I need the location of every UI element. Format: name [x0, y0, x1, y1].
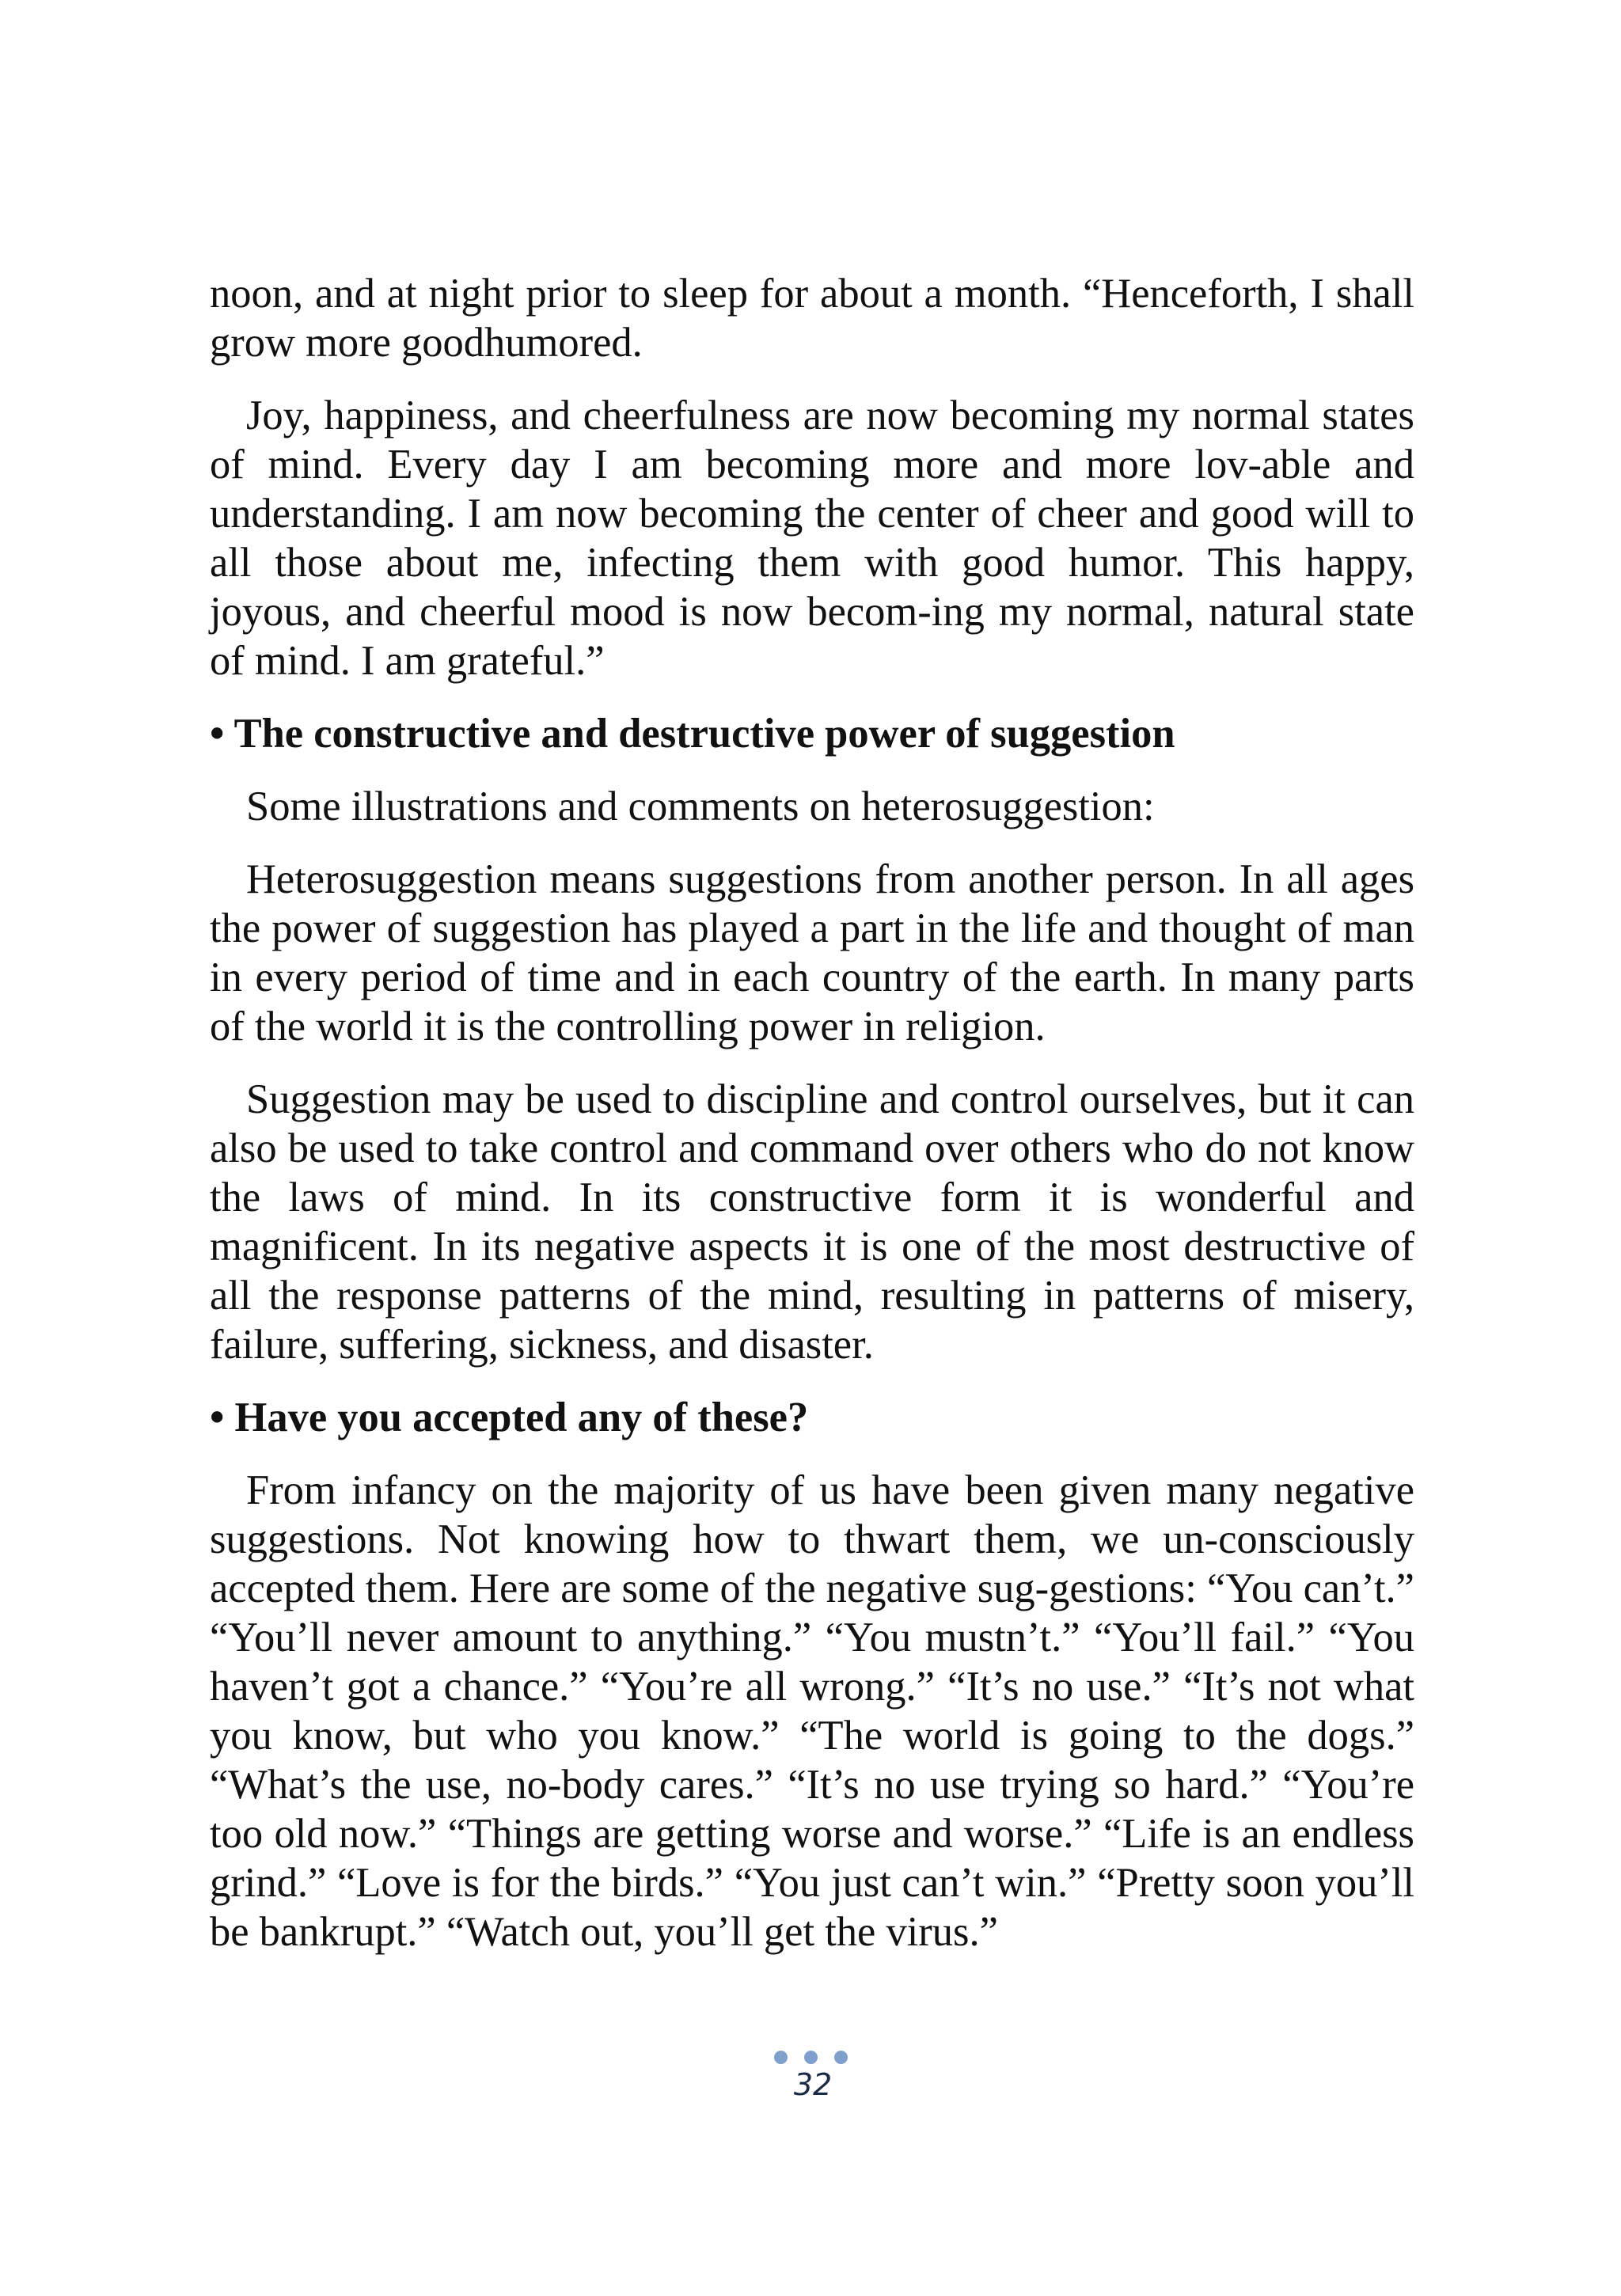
dot-icon — [804, 2051, 818, 2064]
page-body — [210, 269, 1414, 1980]
paragraph-illustrations-intro: Some illustrations and comments on heterosuggestion: — [246, 784, 1155, 829]
section-heading-suggestion-power — [210, 709, 1414, 758]
paragraph-affirmation: Joy, happiness, and cheerfulness are now becoming my normal states of mind. Every day I am becoming more and more lov-able and understanding. I am now becoming the center of cheer and good will to all those about me, infecting them with good humor. This happy, joyous, and cheerful mood is now becom-ing my normal, natural state of mind. I am grateful.” — [210, 393, 1414, 684]
dot-icon — [774, 2051, 788, 2064]
section-heading-accepted — [210, 1393, 1414, 1442]
ornament-dots — [0, 2050, 1621, 2064]
paragraph-negative-suggestions: From infancy on the majority of us have been given many negative suggestions. Not knowing how to thwart them, we un-consciously accepted them. Here are some of the negative sug-gestions: “You can’t.” “You’ll never amount to anything.” “You mustn’t.” “You’ll fail.” “You haven’t got a chance.” “You’re all wrong.” “It’s no use.” “It’s not what you know, but who you know.” “The world is going to the dogs.” “What’s the use, no-body cares.” “It’s no use trying so hard.” “You’re too old now.” “Things are getting worse and worse.” “Life is an endless grind.” “Love is for the birds.” “You just can’t win.” “Pretty soon you’ll be bankrupt.” “Watch out, you’ll get the virus.” — [210, 1467, 1414, 1955]
page-footer — [0, 2050, 1621, 2102]
paragraph-suggestion-uses: Suggestion may be used to discipline and control ourselves, but it can also be used to take control and command over others who do not know the laws of mind. In its constructive form it is wonderful and magnificent. In its negative aspects it is one of the most destructive of all the response patterns of the mind, resulting in patterns of misery, failure, suffering, sickness, and disaster. — [210, 1076, 1414, 1368]
page-number: 32 — [793, 2067, 833, 2102]
bullet-marker: • — [210, 1395, 225, 1440]
heading-text: Have you accepted any of these? — [234, 1395, 809, 1440]
bullet-marker: • — [210, 711, 225, 757]
paragraph-heterosuggestion: Heterosuggestion means suggestions from another person. In all ages the power of suggestion has played a part in the life and thought of man in every period of time and in each country of the earth. In many parts of the world it is the controlling power in religion. — [210, 856, 1414, 1049]
heading-text: The constructive and destructive power of suggestion — [233, 711, 1175, 757]
dot-icon — [834, 2051, 848, 2064]
paragraph-continuation: noon, and at night prior to sleep for about a month. “Henceforth, I shall grow more goodhumored. — [210, 271, 1414, 366]
